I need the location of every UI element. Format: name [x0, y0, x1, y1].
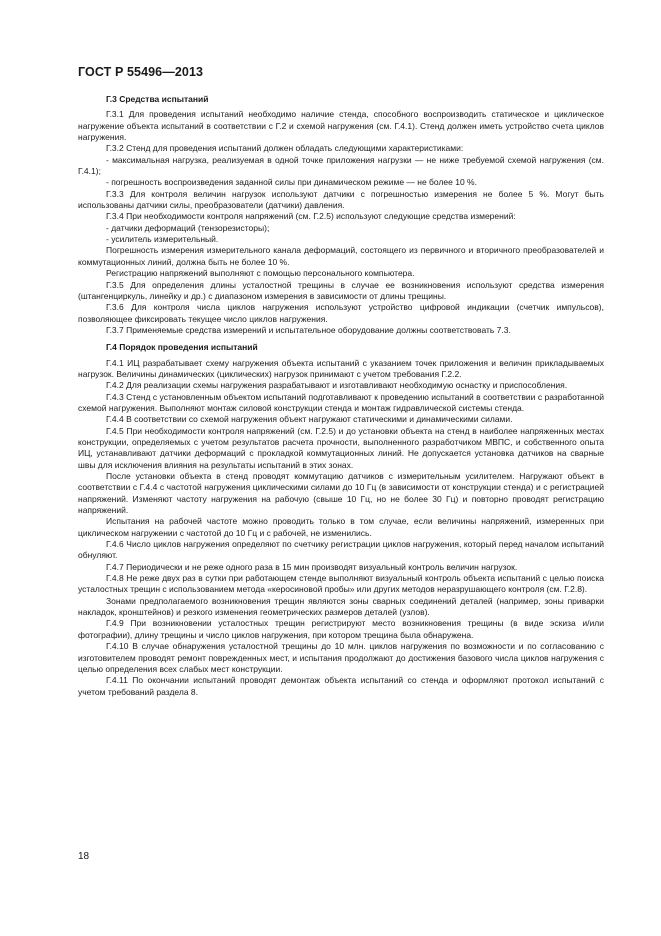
list-item: - усилитель измерительный. — [106, 234, 219, 245]
clause-g3-2: Г.3.2 Стенд для проведения испытаний должен обладать следующими характеристиками: — [106, 143, 464, 154]
clause-g3-6: Г.3.6 Для контроля числа циклов нагружения используют устройство цифровой индикации (счетчик импульсов), позволяющее фиксировать текущее число циклов нагружения. — [78, 302, 604, 324]
list-item: - максимальная нагрузка, реализуемая в одной точке приложения нагрузки — не ниже требуемой схемой нагружения (см. Г.4.1); — [78, 154, 604, 177]
list-item: - датчики деформаций (тензорезисторы); — [106, 222, 270, 233]
clause-g4-8: Г.4.8 Не реже двух раз в сутки при работающем стенде выполняют визуальный контроль объекта испытаний с целью поиска усталостных трещин с использованием метода «керосиновой пробы» или других методов неразрушающего контроля (см. Г.2.8). — [78, 573, 604, 595]
paragraph: После установки объекта в стенд проводят коммутацию датчиков с измерительным усилителем. Нагружают объект в соответствии с Г.4.4 с частотой нагружения циклическими силами до 10 Гц (в зависимости от конструкции стенда) и с регистрацией напряжений. Изменяют частоту нагружения на рабочую (свыше 10 Гц, но не более 30 Гц) и повторно проводят регистрацию напряжений. — [78, 471, 604, 516]
clause-g3-3: Г.3.3 Для контроля величин нагрузок используют датчики с погрешностью измерения не более 5 %. Могут быть использованы датчики силы, преобразователи (датчики) давления. — [78, 188, 604, 211]
clause-g4-9: Г.4.9 При возникновении усталостных трещин регистрируют место возникновения трещины (в виде эскиза и/или фотографии), длину трещины и число циклов нагружения, при котором трещина была обнаружена. — [78, 618, 604, 640]
clause-g4-1: Г.4.1 ИЦ разрабатывает схему нагружения объекта испытаний с указанием точек приложения и величин прикладываемых нагрузок. Величины динамических (циклических) нагрузок принимают с учетом требования Г.2.2. — [78, 357, 604, 379]
section-heading-g3: Г.3 Средства испытаний — [106, 94, 209, 104]
clause-g4-5: Г.4.5 При необходимости контроля напряжений (см. Г.2.5) и до установки объекта на стенд в наиболее напряженных местах конструкции, определяемых с учетом результатов расчета прочности, выполненного разработчиком МВПС, и собственного опыта ИЦ, устанавливают датчики деформаций с прокладкой коммутационных линий. Не допускается установка датчиков на сварные швы для исключения влияния на результаты испытаний в этих зонах. — [78, 425, 604, 470]
paragraph: Регистрацию напряжений выполняют с помощью персонального компьютера. — [106, 268, 415, 279]
clause-g4-6: Г.4.6 Число циклов нагружения определяют по счетчику регистрации циклов нагружения, который перед началом испытаний обнуляют. — [78, 539, 604, 561]
paragraph: Зонами предполагаемого возникновения трещин являются зоны сварных соединений деталей (например, зоны приварки накладок, кронштейнов) и резкого изменения геометрических размеров деталей (узлов). — [78, 595, 604, 618]
clause-g4-10: Г.4.10 В случае обнаружения усталостной трещины до 10 млн. циклов нагружения по возможности и по согласованию с изготовителем проводят ремонт поврежденных мест, и испытания продолжают до достижения базового числа циклов нагружения с целью определения всех слабых мест конструкции. — [78, 641, 604, 674]
clause-g3-4: Г.3.4 При необходимости контроля напряжений (см. Г.2.5) используют следующие средства измерений: — [106, 211, 516, 222]
clause-g4-2: Г.4.2 Для реализации схемы нагружения разрабатывают и изготавливают необходимую оснастку и приспособления. — [106, 380, 568, 391]
paragraph: Погрешность измерения измерительного канала деформаций, состоящего из первичного и вторичного преобразователей и коммутационных линий, должна быть не более 10 %. — [78, 245, 604, 267]
clause-g3-5: Г.3.5 Для определения длины усталостной трещины в случае ее возникновения используют средства измерения (штангенциркуль, линейку и др.) с диапазоном измерения в зависимости от длины трещины. — [78, 279, 604, 301]
list-item: - погрешность воспроизведения заданной силы при динамическом режиме — не более 10 %. — [106, 177, 477, 188]
clause-g4-3: Г.4.3 Стенд с установленным объектом испытаний подготавливают к проведению испытаний в соответствии с разработанной схемой нагружения. Выполняют монтаж силовой конструкции стенда и монтаж гидравлической системы стенда. — [78, 391, 604, 413]
section-heading-g4: Г.4 Порядок проведения испытаний — [106, 342, 258, 353]
clause-g3-1: Г.3.1 Для проведения испытаний необходимо наличие стенда, способного воспроизводить статическое и циклическое нагружение объекта испытаний в соответствии с Г.2 и схемой нагружения (см. Г.4.1). Стенд должен иметь устройство счета циклов нагружения. — [78, 109, 604, 143]
clause-g3-7: Г.3.7 Применяемые средства измерений и испытательное оборудование должны соответствовать 7.3. — [106, 324, 511, 335]
clause-g4-4: Г.4.4 В соответствии со схемой нагружения объект нагружают статическими и динамическими силами. — [106, 414, 513, 425]
clause-g4-11: Г.4.11 По окончании испытаний проводят демонтаж объекта испытаний со стенда и оформляют протокол испытаний с учетом требований раздела 8. — [78, 675, 604, 697]
document-body — [78, 94, 604, 698]
standard-designation: ГОСТ Р 55496—2013 — [78, 65, 204, 79]
clause-g4-7: Г.4.7 Периодически и не реже одного раза в 15 мин производят визуальный контроль величин нагрузок. — [106, 561, 518, 572]
paragraph: Испытания на рабочей частоте можно проводить только в том случае, если величины напряжений, измеренных при циклическом нагружении с частотой до 10 Гц и с рабочей, не изменились. — [78, 516, 604, 538]
page-number: 18 — [78, 851, 90, 862]
